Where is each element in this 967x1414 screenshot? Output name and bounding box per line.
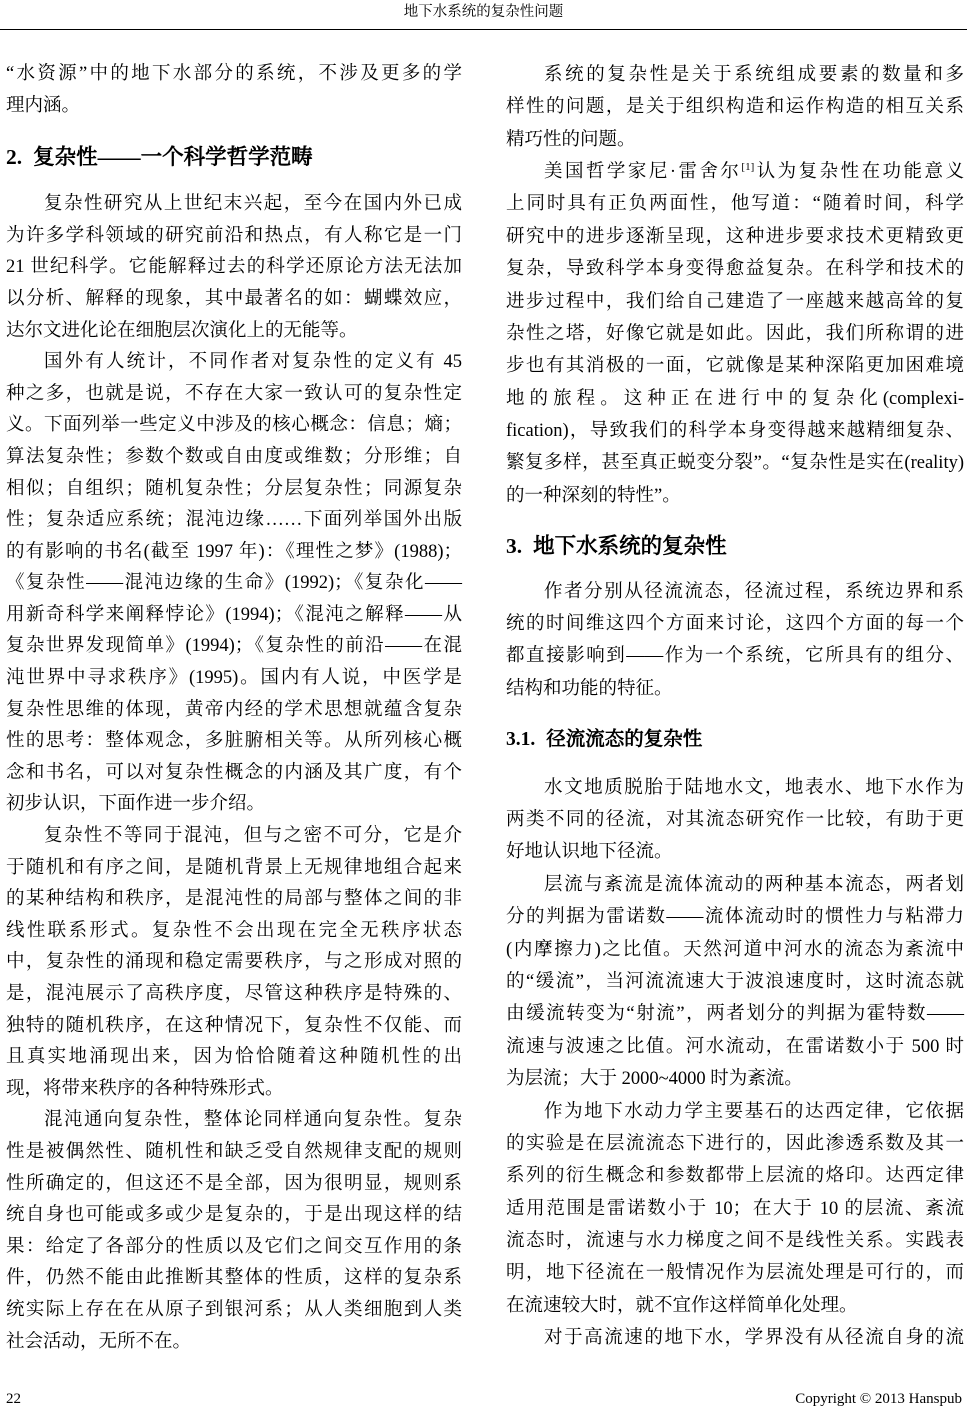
- paragraph-line: “水资源”中的地下水部分的系统，不涉及更多的学: [6, 64, 462, 85]
- section-title: 复杂性——一个科学哲学范畴: [33, 144, 313, 169]
- subsection-number: 3.1.: [506, 728, 536, 750]
- paragraph: [506, 869, 964, 1096]
- paragraph-line: 层流与紊流是流体流动的两种基本流态，两者划: [544, 874, 964, 895]
- paragraph-line: 精巧性的问题。: [506, 129, 636, 150]
- paragraph-line: 进步过程中，我们给自己建造了一座越来越高耸的复: [506, 291, 964, 312]
- section-heading: [506, 531, 964, 561]
- page-number: 22: [6, 1391, 21, 1407]
- paragraph-line: 为层流；大于 2000~4000 时为紊流。: [506, 1069, 803, 1090]
- paragraph-line: 杂性之塔，好像它就是如此。因此，我们所称谓的进: [506, 323, 964, 344]
- paragraph-line: 性；复杂适应系统；混沌边缘……下面列举国外出版: [6, 510, 462, 531]
- subsection-heading: [506, 726, 964, 754]
- paragraph-line: 以分析、解释的现象，其中最著名的如：蝴蝶效应，: [6, 288, 462, 309]
- paragraph-line: 初步认识，下面作进一步介绍。: [6, 794, 266, 815]
- paragraph-line: 于随机和有序之间，是随机背景上无规律地组合起来: [6, 857, 462, 878]
- paragraph-line: 流速与波速之比值。河水流动，在雷诺数小于 500 时: [506, 1036, 964, 1057]
- paragraph-line: 复杂世界发现简单》(1994)；《复杂性的前沿——在混: [6, 636, 462, 657]
- paragraph-line: 是，混沌展示了高秩序度，尽管这种秩序是特殊的、: [6, 984, 462, 1004]
- paragraph-line: 相似；自组织；随机复杂性；分层复杂性；同源复杂: [6, 478, 462, 499]
- paragraph-line: fication)，导致我们的科学本身变得越来越精细复杂、: [506, 421, 964, 442]
- paragraph-line: 复杂性思维的体现，黄帝内经的学术思想就蕴含复杂: [6, 699, 462, 720]
- paragraph-line: 21 世纪科学。它能解释过去的科学还原论方法无法加: [6, 257, 462, 278]
- paragraph: [6, 1105, 462, 1358]
- left-column: [6, 59, 462, 1358]
- paragraph-line: 繁复多样，甚至真正蜕变分裂”。“复杂性是实在(reality): [506, 453, 964, 474]
- copyright-notice: Copyright © 2013 Hanspub: [795, 1391, 962, 1407]
- paragraph-line: 算法复杂性；参数个数或自由度或维数；分形维；自: [6, 446, 462, 467]
- paragraph-line: 用新奇科学来阐释悖论》(1994)；《混沌之解释——从: [6, 604, 462, 625]
- paragraph-line: 件，仍然不能由此推断其整体的性质，这样的复杂系: [6, 1268, 462, 1289]
- paragraph-line: 的实验是在层流流态下进行的，因此渗透系数及其一: [506, 1133, 964, 1154]
- paragraph-line: 统自身也可能或多或少是复杂的，于是出现这样的结: [6, 1205, 462, 1226]
- paragraph-line: 混沌通向复杂性，整体论同样通向复杂性。复杂: [44, 1110, 462, 1131]
- paragraph-line: 流态时，流速与水力梯度之间不是线性关系。实践表: [506, 1231, 964, 1252]
- paragraph-line: 样性的问题，是关于组织构造和运作构造的相互关系: [506, 97, 964, 118]
- paragraph-line: 性所确定的，但这还不是全部，因为很明显，规则系: [6, 1173, 462, 1194]
- paragraph: [506, 156, 964, 512]
- paragraph-line: 《复杂性——混沌边缘的生命》(1992)；《复杂化——: [6, 573, 462, 594]
- paragraph-line: 好地认识地下径流。: [506, 842, 673, 863]
- text-run: 美国哲学家尼·雷舍尔: [544, 161, 742, 182]
- paragraph-line: 的有影响的书名(截至 1997 年)：《理性之梦》(1988)；: [6, 541, 462, 562]
- paragraph-line: 分的判据为雷诺数——流体流动时的惯性力与粘滞力: [506, 907, 964, 928]
- subsection-title: 径流流态的复杂性: [546, 728, 703, 750]
- paragraph-line: 水文地质脱胎于陆地水文，地表水、地下水作为: [544, 777, 964, 798]
- paragraph-line: 结构和功能的特征。: [506, 678, 673, 699]
- text-run: 认为复杂性在功能意义: [754, 161, 964, 182]
- paragraph-line: 对于高流速的地下水，学界没有从径流自身的流: [544, 1328, 964, 1349]
- paragraph-line: 达尔文进化论在细胞层次演化上的无能等。: [6, 320, 358, 341]
- paragraph-line: 线性联系形式。复杂性不会出现在完全无秩序状态: [6, 920, 462, 941]
- paragraph-line: 上同时具有正负两面性，他写道：“随着时间，科学: [506, 194, 964, 215]
- paragraph: [6, 347, 462, 821]
- paragraph-line: 种之多，也就是说，不存在大家一致认可的复杂性定: [6, 383, 462, 404]
- paragraph-line: 果：给定了各部分的性质以及它们之间交互作用的条: [6, 1236, 462, 1257]
- paragraph-line: 两类不同的径流，对其流态研究作一比较，有助于更: [506, 810, 964, 830]
- paragraph-line: (内摩擦力)之比值。天然河道中河水的流态为紊流中: [506, 939, 964, 960]
- paragraph-line: 的“缓流”，当河流流速大于波浪速度时，这时流态就: [506, 971, 964, 992]
- right-column: [506, 59, 964, 1355]
- paragraph-line: 独特的随机秩序，在这种情况下，复杂性不仅能、而: [6, 1015, 462, 1036]
- paragraph-line: 社会活动，无所不在。: [6, 1331, 192, 1352]
- paragraph-line: [506, 156, 964, 188]
- paragraph-line: 中，复杂性的涌现和稳定需要秩序，与之形成对照的: [6, 952, 462, 973]
- paragraph-line: 现，将带来秩序的各种特殊形式。: [6, 1078, 284, 1099]
- paragraph-line: 明，地下径流在一般情况作为层流处理是可行的，而: [506, 1263, 964, 1284]
- paragraph: [506, 59, 964, 156]
- paragraph-line: 研究中的进步逐渐呈现，这种进步要求技术更精致更: [506, 226, 964, 247]
- paragraph-line: 国外有人统计，不同作者对复杂性的定义有 45: [44, 352, 462, 373]
- paragraph-line: 系统的复杂性是关于系统组成要素的数量和多: [544, 64, 964, 85]
- paragraph: [6, 59, 462, 122]
- paragraph-line: 统的时间维这四个方面来讨论，这四个方面的每一个: [506, 614, 964, 635]
- paragraph-line: 都直接影响到——作为一个系统，它所具有的组分、: [506, 646, 964, 667]
- section-heading: [6, 142, 462, 172]
- paragraph-line: 且真实地涌现出来，因为恰恰随着这种随机性的出: [6, 1047, 462, 1068]
- paragraph: [506, 576, 964, 706]
- paragraph: [6, 189, 462, 347]
- header-rule: [0, 29, 967, 30]
- section-title: 地下水系统的复杂性: [533, 533, 727, 558]
- paragraph: [506, 1322, 964, 1354]
- paragraph-line: 复杂性不等同于混沌，但与之密不可分，它是介: [44, 826, 462, 847]
- paragraph-line: 复杂，导致科学本身变得愈益复杂。在科学和技术的: [506, 259, 964, 280]
- running-title: 地下水系统的复杂性问题: [403, 4, 564, 20]
- paragraph-line: 系列的衍生概念和参数都带上层流的烙印。达西定律: [506, 1166, 964, 1187]
- paragraph-line: 由缓流转变为“射流”，两者划分的判据为霍特数——: [506, 1004, 964, 1025]
- paragraph: [506, 1096, 964, 1323]
- paragraph-line: 在流速较大时，就不宜作这样简单化处理。: [506, 1295, 858, 1316]
- paragraph-line: 作为地下水动力学主要基石的达西定律，它依据: [544, 1101, 964, 1122]
- section-number: 3.: [506, 533, 523, 558]
- citation-ref: [1]: [741, 160, 755, 173]
- paragraph-line: 地的旅程。这种正在进行中的复杂化(complexi-: [506, 388, 964, 409]
- paragraph-line: 复杂性研究从上世纪末兴起，至今在国内外已成: [44, 194, 462, 215]
- paragraph-line: 沌世界中寻求秩序》(1995)。国内有人说，中医学是: [6, 668, 462, 689]
- paragraph: [6, 821, 462, 1105]
- paragraph: [506, 772, 964, 869]
- paragraph-line: 统实际上存在在从原子到银河系；从人类细胞到人类: [6, 1299, 462, 1320]
- paragraph-line: 性是被偶然性、随机性和缺乏受自然规律支配的规则: [6, 1141, 462, 1162]
- paragraph-line: 念和书名，可以对复杂性概念的内涵及其广度，有个: [6, 762, 462, 783]
- paragraph-line: 的某种结构和秩序，是混沌性的局部与整体之间的非: [6, 889, 462, 910]
- paragraph-line: 作者分别从径流流态，径流过程，系统边界和系: [544, 581, 964, 602]
- section-number: 2.: [6, 144, 23, 169]
- paragraph-line: 步也有其消极的一面，它就像是某种深陷更加困难境: [506, 356, 964, 377]
- paragraph-line: 义。下面列举一些定义中涉及的核心概念：信息；熵；: [6, 415, 462, 436]
- paragraph-line: 适用范围是雷诺数小于 10；在大于 10 的层流、紊流: [506, 1198, 964, 1219]
- paragraph-line: 的一种深刻的特性”。: [506, 485, 681, 506]
- paragraph-line: 理内涵。: [6, 95, 81, 116]
- paragraph-line: 为许多学科领域的研究前沿和热点，有人称它是一门: [6, 225, 462, 246]
- paragraph-line: 性的思考：整体观念，多脏腑相关等。从所列核心概: [6, 731, 462, 752]
